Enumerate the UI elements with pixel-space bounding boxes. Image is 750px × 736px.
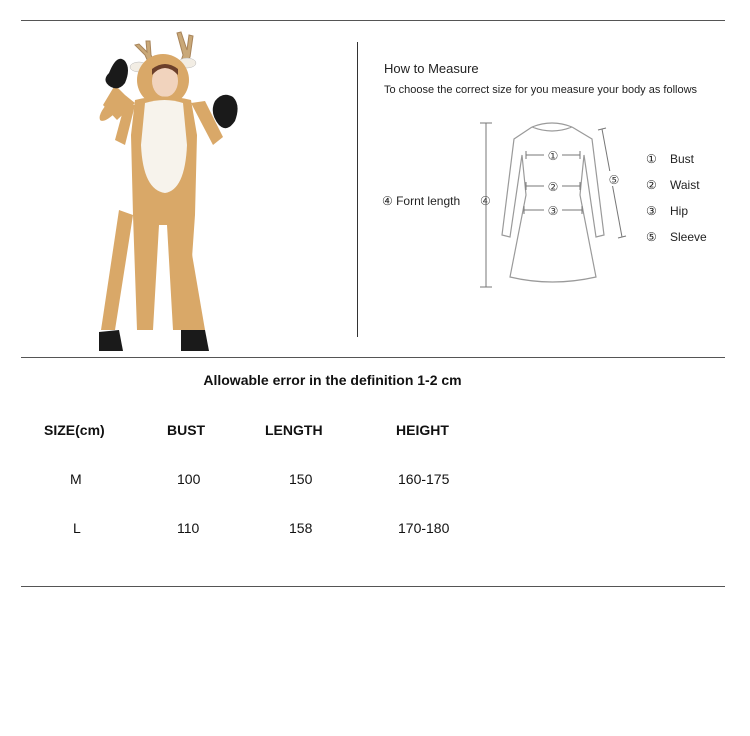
legend-item-waist	[646, 172, 707, 198]
legend-item-bust	[646, 146, 707, 172]
bust-marker: ①	[547, 149, 559, 163]
measure-subtitle: To choose the correct size for you measure your body as follows	[384, 84, 698, 96]
legend-number: ②	[646, 178, 657, 192]
cell-size: L	[73, 520, 81, 536]
middle-divider	[21, 357, 725, 358]
hip-marker: ③	[547, 204, 559, 218]
cell-length: 150	[289, 471, 313, 487]
sleeve-marker: ⑤	[608, 173, 620, 187]
header-bust: BUST	[167, 422, 206, 438]
front-length-marker: ④	[480, 194, 491, 208]
legend-label: Sleeve	[670, 230, 707, 244]
left-mitten	[105, 59, 128, 89]
cell-bust: 100	[177, 471, 201, 487]
legend-item-hip	[646, 198, 707, 224]
vertical-divider	[357, 42, 358, 337]
cell-height: 170-180	[398, 520, 450, 536]
cell-length: 158	[289, 520, 313, 536]
front-length-label: ④ Fornt length	[382, 194, 461, 208]
cell-height: 160-175	[398, 471, 450, 487]
allowable-error-note: Allowable error in the definition 1-2 cm	[203, 372, 462, 388]
cell-bust: 110	[177, 520, 200, 536]
legend-number: ①	[646, 152, 657, 166]
bottom-divider	[21, 586, 725, 587]
header-height: HEIGHT	[396, 422, 449, 438]
header-size: SIZE(cm)	[44, 422, 105, 438]
cell-size: M	[70, 471, 82, 487]
measure-legend	[646, 146, 707, 250]
top-divider	[21, 20, 725, 21]
legend-number: ⑤	[646, 230, 657, 244]
waist-marker: ②	[547, 180, 559, 194]
measure-title: How to Measure	[384, 61, 479, 76]
header-length: LENGTH	[265, 422, 323, 438]
legend-label: Bust	[670, 152, 695, 166]
legend-label: Waist	[670, 178, 700, 192]
reindeer-costume-photo	[95, 25, 245, 355]
legend-item-sleeve	[646, 224, 707, 250]
legend-number: ③	[646, 204, 657, 218]
legend-label: Hip	[670, 204, 689, 218]
right-mitten	[213, 95, 238, 128]
